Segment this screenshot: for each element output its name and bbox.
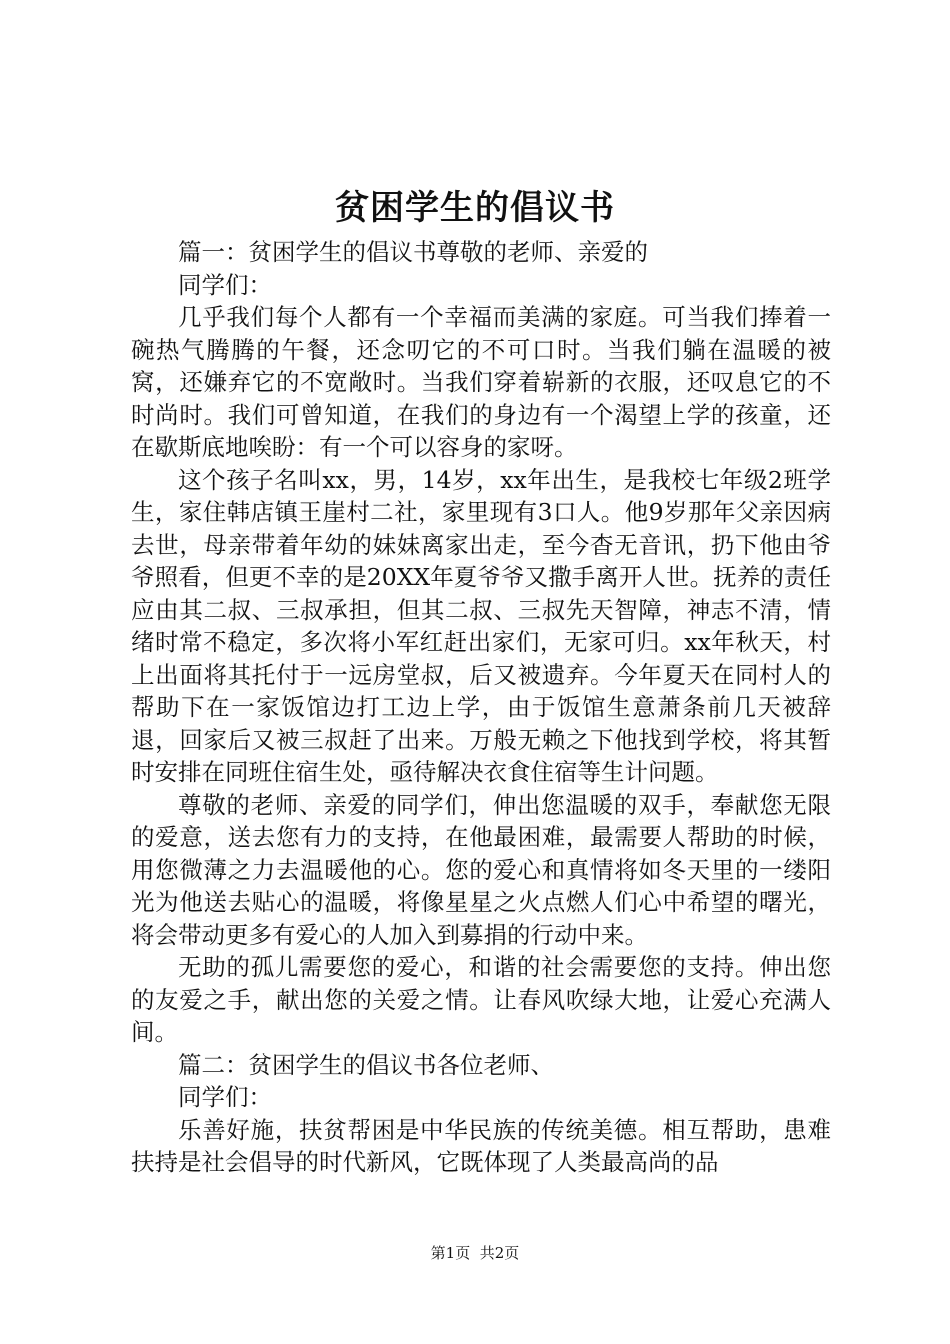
paragraph-part-two-heading: 篇二：贫困学生的倡议书各位老师、 xyxy=(178,1050,554,1079)
paragraph-appeal: 尊敬的老师、亲爱的同学们，伸出您温暖的双手，奉献您无限的爱意，送去您有力的支持，在他最困难，最需要人帮助的时候，用您微薄之力去温暖他的心。您的爱心和真情将如冬天里的一缕阳光为他送去贴心的温暖，将像星星之火点燃人们心中希望的曙光，将会带动更多有爱心的人加入到募捐的行动中来。 xyxy=(131,790,831,949)
page-total: 共2页 xyxy=(479,1244,520,1262)
paragraph-intro: 几乎我们每个人都有一个幸福而美满的家庭。可当我们捧着一碗热气腾腾的午餐，还念叨它的不可口时。当我们躺在温暖的被窝，还嫌弃它的不宽敞时。当我们穿着崭新的衣服，还叹息它的不时尚时。我们可曾知道，在我们的身边有一个渴望上学的孩童，还在歇斯底地唉盼：有一个可以容身的家呀。 xyxy=(131,303,831,461)
document-body xyxy=(131,236,831,1179)
page-footer xyxy=(0,1243,950,1263)
paragraph-closing: 无助的孤儿需要您的爱心，和谐的社会需要您的支持。伸出您的友爱之手，献出您的关爱之情。让春风吹绿大地，让爱心充满人间。 xyxy=(131,953,831,1046)
document-title: 贫困学生的倡议书 xyxy=(335,188,615,228)
paragraph-salutation-1: 同学们： xyxy=(178,270,272,299)
paragraph-part-two-intro: 乐善好施，扶贫帮困是中华民族的传统美德。相互帮助，患难扶持是社会倡导的时代新风，它既体现了人类最高尚的品 xyxy=(131,1115,831,1176)
paragraph-salutation-2: 同学们： xyxy=(178,1083,272,1111)
paragraph-child-story: 这个孩子名叫xx，男，14岁，xx年出生，是我校七年级2班学生，家住韩店镇王崖村二社，家里现有3口人。他9岁那年父亲因病去世，母亲带着年幼的妹妹离家出走，至今杳无音讯，扔下他由爷爷照看，但更不幸的是20XX年夏爷爷又撒手离开人世。抚养的责任应由其二叔、三叔承担，但其二叔、三叔先天智障，神志不清，情绪时常不稳定，多次将小军红赶出家们，无家可归。xx年秋天，村上出面将其托付于一远房堂叔，后又被遗弃。今年夏天在同村人的帮助下在一家饭馆边打工边上学，由于饭馆生意萧条前几天被辞退，回家后又被三叔赶了出来。万般无赖之下他找到学校，将其暂时安排在同班住宿生处，亟待解决衣食住宿等生计问题。 xyxy=(131,465,831,786)
paragraph-part-one-heading: 篇一：贫困学生的倡议书尊敬的老师、亲爱的 xyxy=(178,238,648,266)
page-number: 第1页 xyxy=(430,1244,471,1262)
